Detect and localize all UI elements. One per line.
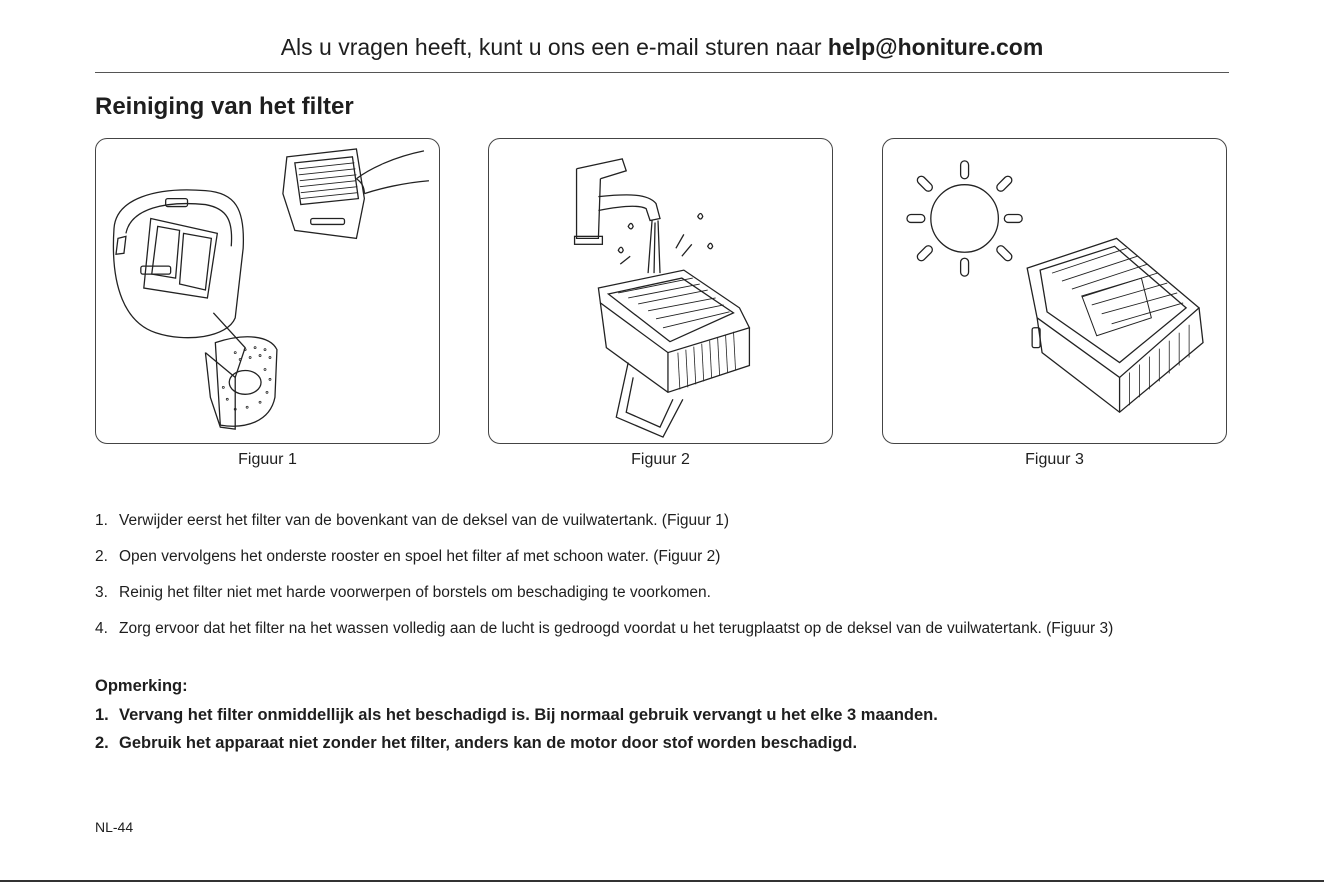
- list-item: 1. Verwijder eerst het filter van de bovenkant van de deksel van de vuilwatertank. (Figuur 1): [95, 512, 729, 529]
- contact-header: [95, 33, 1229, 61]
- cleaning-steps: [95, 511, 1113, 655]
- figure-1-caption: Figuur 1: [238, 451, 297, 468]
- figure-3-caption: Figuur 3: [1025, 451, 1084, 468]
- contact-text: Als u vragen heeft, kunt u ons een e-mail sturen naar: [280, 34, 828, 60]
- list-item: 3. Reinig het filter niet met harde voorwerpen of borstels om beschadiging te voorkomen.: [95, 584, 711, 601]
- page-number: NL-44: [95, 819, 134, 835]
- list-item: 2. Gebruik het apparaat niet zonder het filter, anders kan de motor door stof worden beschadigd.: [95, 734, 858, 752]
- figure-3: [882, 138, 1227, 444]
- figure-2-caption: Figuur 2: [631, 451, 690, 468]
- contact-email[interactable]: help@honiture.com: [827, 34, 1044, 60]
- list-item: 1. Vervang het filter onmiddellijk als het beschadigd is. Bij normaal gebruik vervangt u het elke 3 maanden.: [95, 706, 938, 724]
- section-title: Reiniging van het filter: [95, 93, 354, 120]
- filter-removal-illustration: [96, 139, 439, 443]
- sun-icon: [907, 161, 1022, 276]
- list-item: 4. Zorg ervoor dat het filter na het wassen volledig aan de lucht is gedroogd voordat u het terugplaatst op de deksel van de vuilwatertank. (Figuur 3): [95, 620, 1114, 637]
- filter-sun-dry-illustration: [883, 139, 1226, 443]
- page-bottom-divider: [0, 880, 1324, 882]
- list-item: 2. Open vervolgens het onderste rooster en spoel het filter af met schoon water. (Figuur 2): [95, 548, 721, 565]
- figure-1: [95, 138, 440, 444]
- header-divider: [95, 72, 1229, 73]
- note-title: Opmerking:: [95, 677, 188, 695]
- note-list: [95, 704, 938, 760]
- figure-2: [488, 138, 833, 444]
- filter-rinse-illustration: [489, 139, 832, 443]
